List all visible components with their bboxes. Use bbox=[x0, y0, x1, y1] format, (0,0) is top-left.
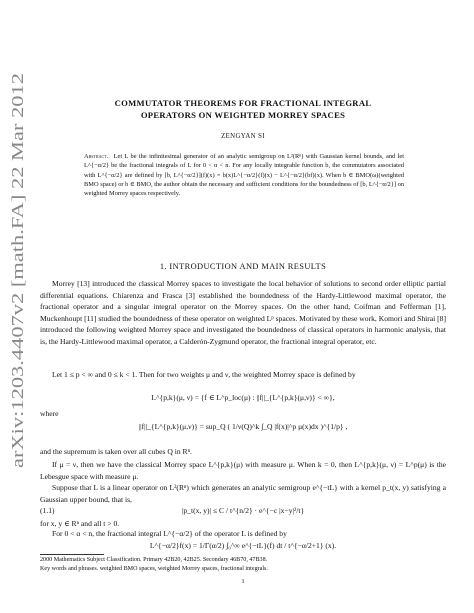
author: ZENGYAN SI bbox=[221, 133, 265, 140]
paragraph-3: and the supremum is taken over all cubes Q in Rⁿ. bbox=[40, 447, 192, 456]
title-line-1: COMMUTATOR THEOREMS FOR FRACTIONAL INTEGRAL bbox=[114, 98, 372, 108]
footnote-rule bbox=[40, 554, 104, 555]
footnote-keywords: Key words and phrases. weighted BMO spaces, weighted Morrey spaces, fractional integrals. bbox=[40, 566, 268, 572]
paragraph-4a: If μ = ν, then we have the classical Morrey space L^{p,k}(μ) with measure μ. When k = 0, then L^{p,k}(μ, ν) = L^p(μ) is the Lebesgue space with measure μ. bbox=[40, 460, 446, 481]
footnote-msc: 2000 Mathematics Subject Classification. Primary 42B20, 42B25. Secondary 46B70, 47B38. bbox=[40, 557, 268, 563]
paragraph-2: Let 1 ≤ p < ∞ and 0 ≤ k < 1. Then for two weights μ and ν, the weighted Morrey space is defined by bbox=[52, 370, 356, 379]
paper-title bbox=[40, 97, 446, 121]
equation-morrey-space: L^{p,k}(μ, ν) = {f ∈ L^p_loc(μ) : ||f||_{L^{p,k}(μ,ν)} < ∞}, bbox=[151, 393, 335, 402]
paragraph-4b: Suppose that L is a linear operator on L²(Rⁿ) which generates an analytic semigroup e^{−tL} with a kernel p_t(x, y) satisfying a Gaussian upper bound, that is, bbox=[40, 483, 446, 504]
equation-number: (1.1) bbox=[40, 506, 55, 515]
page-number: 1 bbox=[241, 578, 245, 585]
abstract bbox=[84, 152, 404, 198]
paragraph-6: For 0 < α < n, the fractional integral L^{−α/2} of the operator L is defined by bbox=[52, 529, 287, 538]
title-line-2: OPERATORS ON WEIGHTED MORREY SPACES bbox=[140, 110, 346, 120]
arxiv-stamp-text: arXiv:1203.4407v2 [math.FA] 22 Mar 2012 bbox=[8, 177, 27, 468]
equation-morrey-norm: ||f||_{L^{p,k}(μ,ν)} = sup_Q ( 1/ν(Q)^k ∫_Q |f(x)|^p μ(x)dx )^{1/p} , bbox=[138, 422, 348, 431]
paragraph-5: for x, y ∈ Rⁿ and all t > 0. bbox=[40, 519, 120, 528]
paragraph-1: Morrey [13] introduced the classical Morrey spaces to investigate the local behavior of solutions to second order elliptic partial differential equations. Chiarenza and Frasca [3] established the boundedness of the Hardy-Littlewood maximal operator, the fractional operator and a singular integral operator on the Morrey spaces. On the other hand, Coifman and Fefferman [1], Muckenhoupt [11] studied the boundedness of these operator on weighted Lᵖ spaces. Motivated by these work, Komori and Shirai [8] introduced the following weighted Morrey space and investigated the boundedness of classical operators in harmonic analysis, that is, the Hardy-Littlewood maximal operator, a Calderón-Zygmund operator, the fractional integral operator, etc. bbox=[40, 279, 446, 346]
equation-fractional-integral: L^{−α/2}f(x) = 1/Γ(α/2) ∫₀^∞ e^{−tL}(f) dt / t^{−α/2+1} (x). bbox=[149, 541, 337, 550]
section-title: 1. INTRODUCTION AND MAIN RESULTS bbox=[159, 262, 327, 271]
arxiv-stamp bbox=[6, 70, 28, 470]
abstract-text: Let L be the infinitesimal generator of an analytic semigroup on L²(Rⁿ) with Gaussian kernel bounds, and let L^{−α/2} be the fractional integrals of L for 0 < α < n. For any locally integrable function b, the commutators associated with L^{−α/2} are defined by [b, L^{−α/2}](f)(x) = b(x)L^{−α/2}(f)(x) − L^{−α/2}(bf)(x). When b ∈ BMO(ω)(weighted BMO space) or b ∈ BMO, the author obtain the necessary and sufficient conditions for the boundedness of [b, L^{−α/2}] on weighted Morrey spaces respectively. bbox=[84, 153, 404, 198]
equation-gaussian-bound: |p_t(x, y)| ≤ C / t^{n/2} · e^{−c |x−y|²/t} bbox=[181, 506, 305, 515]
where-text: where bbox=[40, 409, 59, 418]
abstract-label: Abstract. bbox=[84, 153, 109, 160]
